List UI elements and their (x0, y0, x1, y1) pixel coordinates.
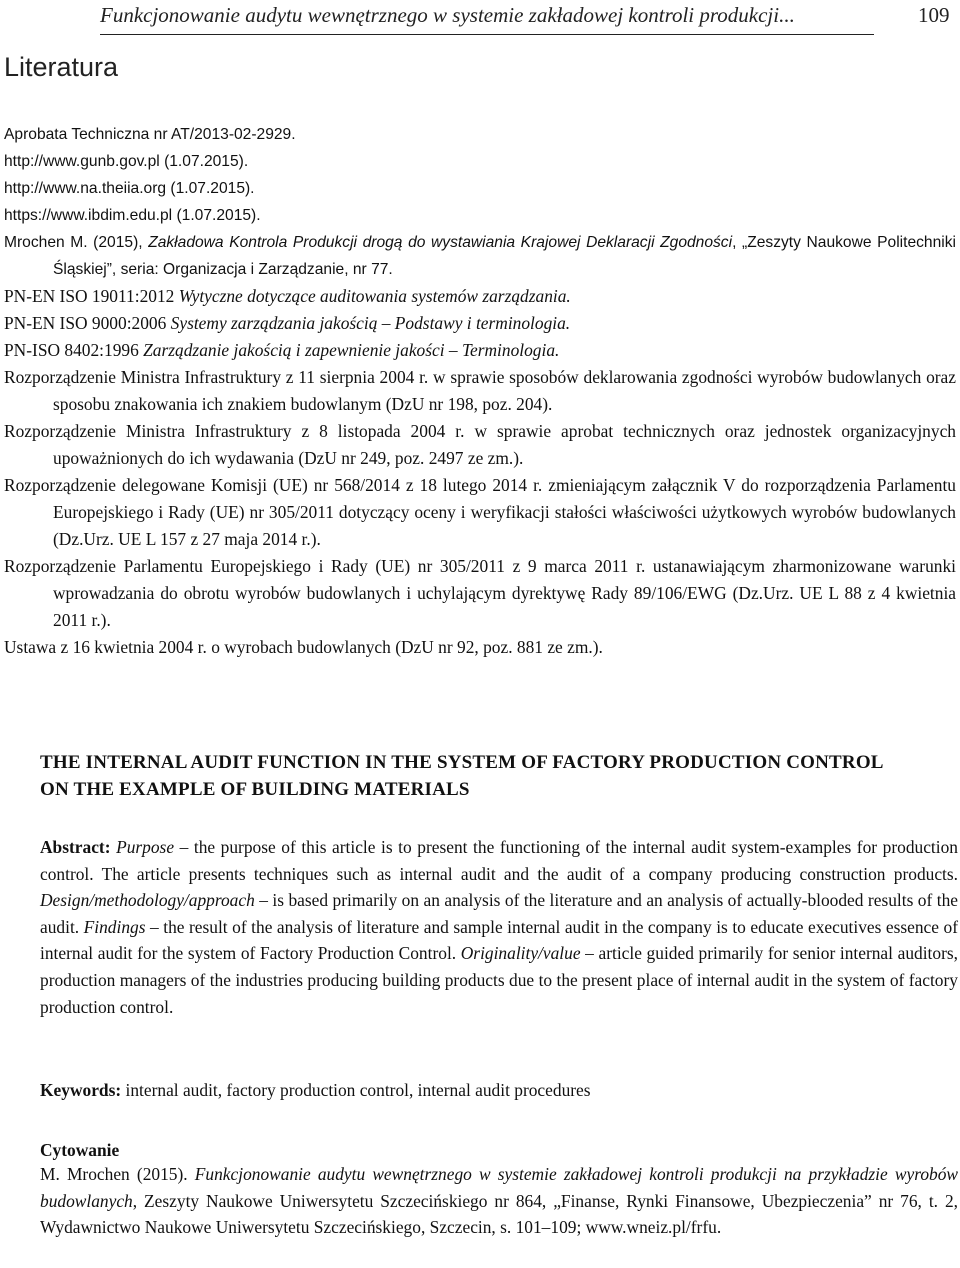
abstract (40, 834, 958, 1020)
reference-item (4, 202, 956, 229)
reference-item (4, 553, 956, 634)
reference-item (4, 310, 956, 337)
reference-text: Rozporządzenie Ministra Infrastruktury z 11 sierpnia 2004 r. w sprawie sposobów deklarowania zgodności wyrobów budowlanych oraz sposobu znakowania ich znakiem budowlanym (DzU nr 198, poz. 204). (4, 367, 956, 414)
reference-item (4, 148, 956, 175)
reference-item (4, 175, 956, 202)
reference-title: Zakładowa Kontrola Produkcji drogą do wystawiania Krajowej Deklaracji Zgodności (148, 234, 733, 251)
page-number: 109 (918, 3, 950, 27)
citation-author: M. Mrochen (2015). (40, 1164, 195, 1184)
findings-label: Findings (83, 916, 146, 937)
keywords-label: Keywords: (40, 1080, 122, 1100)
reference-text: Rozporządzenie Parlamentu Europejskiego i Rady (UE) nr 305/2011 z 9 marca 2011 r. ustanawiającym zharmonizowane warunki wprowadzania do obrotu wyrobów budowlanych i uchylającym dyrektywę Rady 89/106/EWG (Dz.Urz. UE L 88 z 4 kwietnia 2011 r.). (4, 556, 956, 630)
reference-url: http://www.na.theiia.org (1.07.2015). (4, 180, 255, 197)
abstract-label: Abstract: (40, 837, 111, 857)
citation-details: , Zeszyty Naukowe Uniwersytetu Szczecińskiego nr 864, „Finanse, Rynki Finansowe, Ubezpieczenia” nr 76, t. 2, Wydawnictwo Naukowe Uniwersytetu Szczecińskiego, Szczecin, s. 101–109; www.wneiz.pl/frfu. (40, 1190, 958, 1237)
reference-title: Systemy zarządzania jakością – Podstawy i terminologia. (170, 313, 571, 333)
reference-item (4, 283, 956, 310)
reference-item (4, 472, 956, 553)
reference-text: PN-EN ISO 9000:2006 (4, 313, 171, 333)
reference-item (4, 634, 956, 661)
reference-text: , „Zeszyty Naukowe Politechniki Śląskiej”, seria: Organizacja i Zarządzanie, nr 77. (53, 234, 956, 278)
reference-list (4, 121, 956, 661)
purpose-label: Purpose (116, 837, 175, 857)
keywords (40, 1077, 591, 1103)
english-title (40, 749, 960, 803)
reference-text: Rozporządzenie delegowane Komisji (UE) nr 568/2014 z 18 lutego 2014 r. zmieniającym załącznik V do rozporządzenia Parlamentu Europejskiego i Rady (UE) nr 305/2011 dotyczący oceny i weryfikacji stałości właściwości użytkowych wyrobów budowlanych (Dz.Urz. UE L 157 z 27 maja 2014 r.). (4, 475, 956, 549)
citation-title: Funkcjonowanie audytu wewnętrznego w systemie zakładowej kontroli produkcji na przykładzie wyrobów budowlanych (40, 1164, 959, 1211)
reference-text: Mrochen M. (2015), (4, 234, 149, 251)
reference-item (4, 364, 956, 418)
running-header-title: Funkcjonowanie audytu wewnętrznego w systemie zakładowej kontroli produkcji... (100, 3, 795, 27)
keywords-text: internal audit, factory production control, internal audit procedures (121, 1080, 591, 1100)
running-header (100, 0, 874, 35)
design-text: – is based primarily on an analysis of the literature and an analysis of actually-blooded results of the audit. (40, 890, 958, 937)
english-title-line: ON THE EXAMPLE OF BUILDING MATERIALS (40, 779, 470, 800)
reference-item (4, 337, 956, 364)
citation (40, 1161, 958, 1241)
findings-text: – the result of the analysis of literature and sample internal audit in the company is to educate executives essence of internal audit for the system of Factory Production Control. (40, 916, 959, 964)
reference-title: Zarządzanie jakością i zapewnienie jakości – Terminologia. (143, 340, 560, 360)
purpose-text: – the purpose of this article is to present the functioning of the internal audit system-examples for production control. The article presents techniques such as internal audit and the audit of a company producing construction products. (40, 837, 958, 884)
english-title-line: THE INTERNAL AUDIT FUNCTION IN THE SYSTEM OF FACTORY PRODUCTION CONTROL (40, 752, 884, 773)
reference-text: Ustawa z 16 kwietnia 2004 r. o wyrobach budowlanych (DzU nr 92, poz. 881 ze zm.). (4, 637, 603, 657)
literature-heading: Literatura (4, 52, 119, 82)
reference-text: PN-ISO 8402:1996 (4, 340, 144, 360)
citation-heading: Cytowanie (40, 1140, 120, 1160)
reference-url: http://www.gunb.gov.pl (1.07.2015). (4, 153, 249, 170)
reference-text: PN-EN ISO 19011:2012 (4, 286, 179, 306)
reference-url: https://www.ibdim.edu.pl (1.07.2015). (4, 207, 261, 224)
reference-title: Wytyczne dotyczące auditowania systemów zarządzania. (178, 286, 571, 306)
originality-text: – article guided primarily for senior internal auditors, production managers of the industries producing building products due to the present place of internal audit in the system of factory production control. (40, 943, 958, 1017)
reference-text: Aprobata Techniczna nr AT/2013-02-2929. (4, 126, 296, 143)
reference-item (4, 121, 956, 148)
reference-item (4, 229, 956, 283)
reference-text: Rozporządzenie Ministra Infrastruktury z 8 listopada 2004 r. w sprawie aprobat technicznych oraz jednostek organizacyjnych upoważnionych do ich wydawania (DzU nr 249, poz. 2497 ze zm.). (4, 421, 956, 468)
originality-label: Originality/value (460, 943, 581, 964)
reference-item (4, 418, 956, 472)
design-label: Design/methodology/approach (40, 890, 255, 911)
